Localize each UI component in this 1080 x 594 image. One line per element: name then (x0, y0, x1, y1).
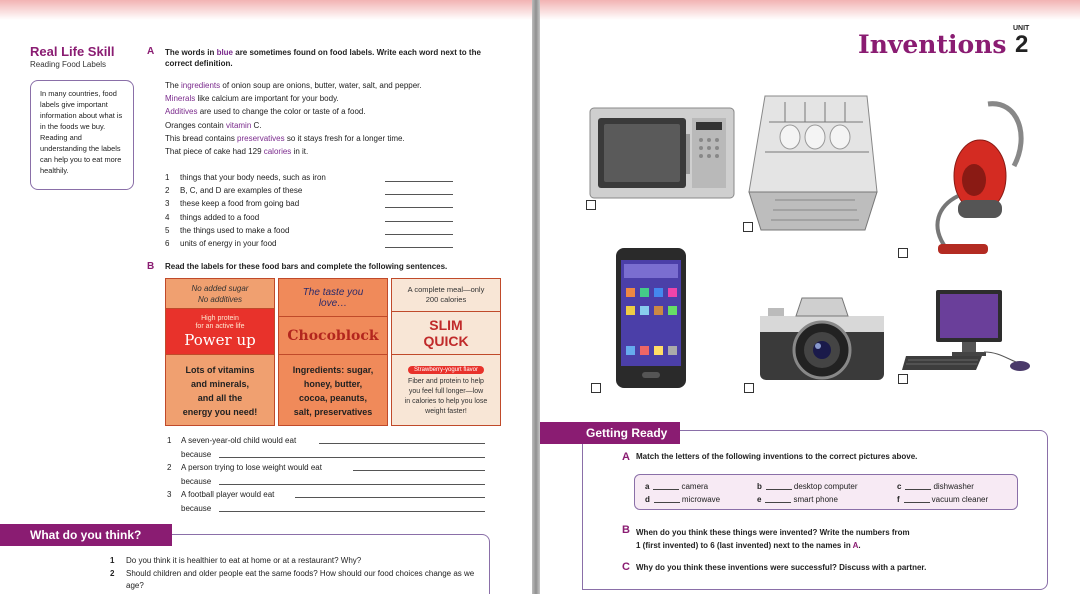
discussion-questions (110, 555, 490, 593)
answer-blank[interactable] (319, 443, 485, 444)
section-a-instruction (165, 47, 505, 69)
instr-blue: blue (216, 48, 234, 57)
food-label-chocoblock (278, 278, 388, 426)
dishwasher-picture (745, 92, 880, 232)
discussion-question: 1 Do you think it is healthier to eat at home or at a restaurant? Why? (110, 556, 362, 565)
sentence-row: 2 A person trying to lose weight would eat (167, 461, 487, 475)
definition-row: 2 B, C, and D are examples of these (165, 184, 465, 197)
vocab-word: Minerals (165, 94, 196, 104)
section-b-instruction: When do you think these things were invented? Write the numbers from 1 (first invented) to 6 (last invented) next to the names in A. (636, 528, 910, 550)
example-sentence: This bread contains preservatives so it stays fresh for a longer time. (165, 133, 405, 143)
answer-blank[interactable] (766, 489, 792, 490)
flavor-badge: Strawberry-yogurt flavor (408, 366, 484, 374)
label-brand (279, 316, 387, 354)
section-a-instruction: Match the letters of the following inventions to the correct pictures above. (636, 452, 918, 461)
food-label-slim-quick (391, 278, 501, 426)
invention-word-box (634, 474, 1018, 510)
section-b-letter: B (622, 524, 630, 536)
example-sentence: That piece of cake had 129 calories in it. (165, 147, 309, 157)
match-item: c dishwasher (897, 482, 974, 491)
example-sentences (165, 79, 505, 158)
section-a-letter: A (622, 451, 630, 463)
tip-box: In many countries, food labels give important information about what is in the foods we buy. Reading and understanding the labels can help you to eat more healthily. (30, 80, 134, 190)
label-top: No added sugar No additives (191, 283, 249, 304)
answer-checkbox[interactable] (586, 200, 596, 210)
definition-row: 6 units of energy in your food (165, 237, 465, 250)
vocab-word: preservatives (237, 133, 285, 143)
food-label-power-up (165, 278, 275, 426)
sentence-row: because (167, 475, 487, 489)
section-c-letter: C (622, 561, 630, 573)
left-page (0, 0, 532, 594)
example-sentence: Additives are used to change the color or taste of a food. (165, 107, 366, 117)
answer-blank[interactable] (385, 247, 453, 248)
discussion-question: 2 Should children and older people eat the same foods? How should our food choices change as we age? (110, 568, 475, 590)
instr-pre: The words in (165, 48, 217, 57)
label-top: A complete meal—only 200 calories (407, 285, 485, 304)
answer-blank[interactable] (385, 207, 453, 208)
instr-post: are sometimes found on food labels. Write each word next to the correct definition. (165, 48, 481, 68)
page-top-band (0, 0, 532, 20)
answer-blank[interactable] (385, 181, 453, 182)
section-c-instruction: Why do you think these inventions were successful? Discuss with a partner. (636, 563, 927, 572)
unit-label: UNIT (1013, 25, 1030, 32)
match-item: e smart phone (757, 495, 838, 504)
example-sentence: Minerals like calcium are important for your body. (165, 94, 339, 104)
sentence-row: because (167, 502, 487, 516)
definition-row: 5 the things used to make a food (165, 224, 465, 237)
label-body: Strawberry-yogurt flavor Fiber and protein to help you feel full longer—low in calories to help you lose weight faster! (392, 354, 500, 426)
page-top-band (540, 0, 1080, 20)
discussion-title: What do you think? (0, 524, 172, 546)
sentence-row: because (167, 448, 487, 462)
answer-blank[interactable] (385, 221, 453, 222)
label-brand: High protein for an active life Power up (166, 308, 274, 354)
right-page (540, 0, 1080, 594)
unit-number: 2 (1015, 31, 1029, 58)
brand-power-up: Power up (184, 330, 256, 349)
vocab-word: vitamin (225, 120, 252, 130)
camera-picture (756, 290, 888, 390)
match-item: f vacuum cleaner (897, 495, 989, 504)
label-body: Ingredients: sugar, honey, butter, cocoa, peanuts, salt, preservatives (279, 354, 387, 426)
answer-blank[interactable] (653, 489, 679, 490)
label-brand: SLIM QUICK (392, 311, 500, 354)
smart-phone-picture (612, 246, 694, 390)
answer-blank[interactable] (219, 457, 485, 458)
answer-checkbox[interactable] (743, 222, 753, 232)
definition-row: 1 things that your body needs, such as iron (165, 171, 465, 184)
vocab-word: Additives (165, 107, 198, 117)
answer-blank[interactable] (905, 489, 931, 490)
book-gutter (532, 0, 540, 594)
answer-checkbox[interactable] (898, 248, 908, 258)
sentence-row: 3 A football player would eat (167, 488, 487, 502)
desktop-computer-picture (902, 286, 1038, 378)
answer-blank[interactable] (353, 470, 485, 471)
example-sentence: The ingredients of onion soup are onions, butter, water, salt, and pepper. (165, 81, 422, 90)
answer-blank[interactable] (904, 502, 930, 503)
answer-blank[interactable] (385, 234, 453, 235)
definition-row: 4 things added to a food (165, 211, 465, 224)
section-a-letter: A (147, 46, 155, 57)
answer-checkbox[interactable] (744, 383, 754, 393)
answer-blank[interactable] (219, 511, 485, 512)
label-top: The taste you love… (302, 286, 364, 309)
answer-blank[interactable] (654, 502, 680, 503)
match-item: b desktop computer (757, 482, 858, 491)
microwave-picture (588, 104, 736, 204)
match-item: d microwave (645, 495, 721, 504)
match-item: a camera (645, 482, 709, 491)
label-body: Lots of vitamins and minerals, and all the energy you need! (166, 354, 274, 426)
brand-chocoblock: Chocoblock (287, 327, 379, 344)
skill-subtitle: Reading Food Labels (30, 60, 107, 69)
answer-checkbox[interactable] (898, 374, 908, 384)
vocab-word: ingredients (181, 81, 221, 90)
unit-title: Inventions (858, 30, 1007, 59)
answer-blank[interactable] (219, 484, 485, 485)
completion-sentences (167, 434, 487, 515)
answer-blank[interactable] (385, 194, 453, 195)
vocab-word: calories (263, 147, 292, 157)
definition-row: 3 these keep a food from going bad (165, 197, 465, 210)
answer-blank[interactable] (765, 502, 791, 503)
answer-checkbox[interactable] (591, 383, 601, 393)
getting-ready-title: Getting Ready (540, 422, 680, 444)
definition-list (165, 171, 465, 250)
section-b-letter: B (147, 261, 155, 272)
vacuum-cleaner-picture (918, 96, 1028, 261)
sentence-row: 1 A seven-year-old child would eat (167, 434, 487, 448)
section-b-instruction: Read the labels for these food bars and complete the following sentences. (165, 262, 448, 271)
skill-title: Real Life Skill (30, 44, 115, 59)
answer-blank[interactable] (295, 497, 485, 498)
example-sentence: Oranges contain vitamin C. (165, 120, 262, 130)
